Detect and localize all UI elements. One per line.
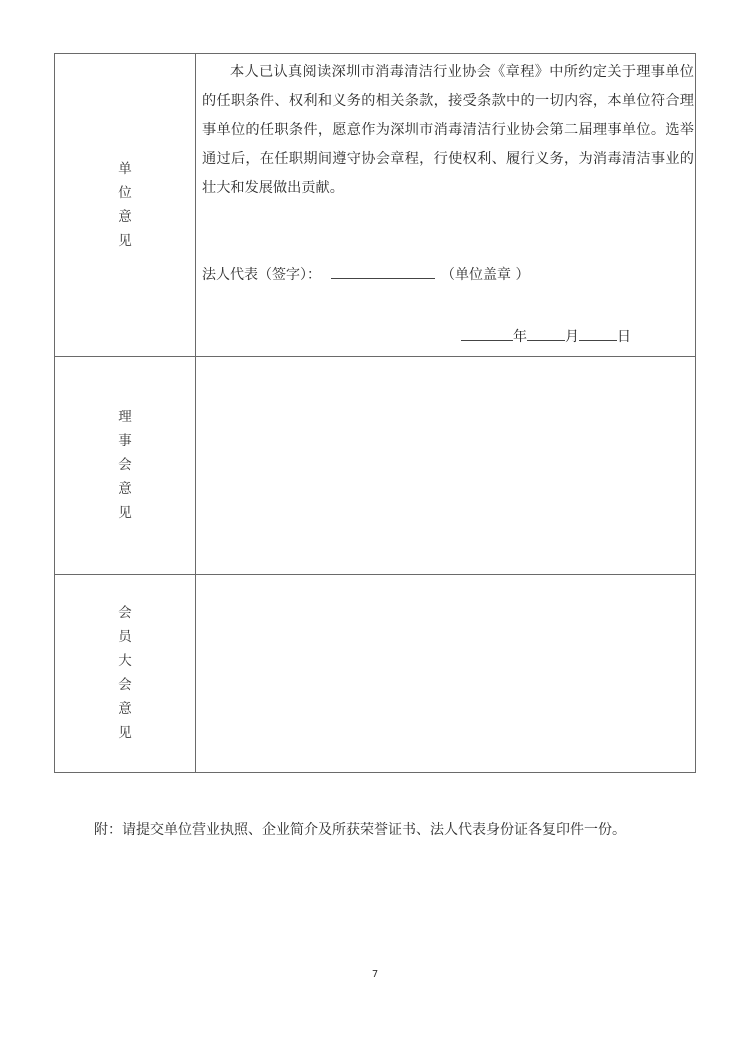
day-field[interactable]: [579, 327, 617, 341]
label-char: 见: [118, 233, 132, 249]
year-field[interactable]: [461, 327, 513, 341]
label-char: 见: [118, 725, 132, 741]
page-number: 7: [371, 969, 379, 980]
label-char: 位: [118, 185, 132, 201]
unit-opinion-cell: [196, 54, 695, 356]
council-opinion-cell[interactable]: [196, 356, 695, 574]
commitment-paragraph: 本人已认真阅读深圳市消毒清洁行业协会《章程》中所约定关于理事单位的任职条件、权利和义务的相关条款，接受条款中的一切内容，本单位符合理事单位的任职条件，愿意作为深圳市消毒清洁行业协会第二届理事单位。选举通过后，在任职期间遵守协会章程，行使权利、履行义务，为消毒清洁事业的壮大和发展做出贡献。: [202, 64, 694, 196]
label-char: 意: [118, 209, 132, 225]
label-char: 事: [118, 433, 132, 449]
label-char: 员: [118, 629, 132, 645]
month-field[interactable]: [527, 327, 565, 341]
label-char: 见: [118, 505, 132, 521]
label-char: 会: [118, 677, 132, 693]
date-line: [461, 326, 631, 346]
label-char: 大: [118, 653, 132, 669]
label-char: 单: [118, 161, 132, 177]
council-opinion-label: [55, 356, 195, 574]
year-label: 年: [513, 329, 527, 345]
signature-label: 法人代表（签字）：: [202, 267, 321, 283]
signature-field[interactable]: [331, 264, 435, 279]
label-char: 会: [118, 605, 132, 621]
attachment-note: 附：请提交单位营业执照、企业简介及所获荣誉证书、法人代表身份证各复印件一份。: [94, 822, 626, 838]
seal-label: （单位盖章 ）: [441, 267, 530, 283]
month-label: 月: [565, 329, 579, 345]
assembly-opinion-label: [55, 574, 195, 772]
label-char: 意: [118, 701, 132, 717]
day-label: 日: [617, 329, 631, 345]
assembly-opinion-cell[interactable]: [196, 574, 695, 772]
label-char: 意: [118, 481, 132, 497]
unit-opinion-label: [55, 54, 195, 356]
signature-line: [202, 264, 529, 284]
label-char: 理: [118, 409, 132, 425]
label-char: 会: [118, 457, 132, 473]
application-form-table: [54, 53, 696, 773]
